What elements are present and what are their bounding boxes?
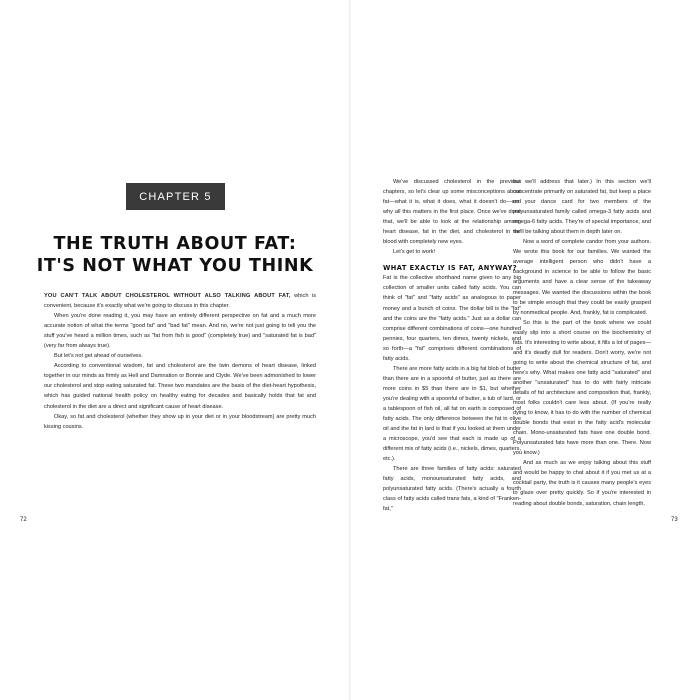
chapter-label: CHAPTER 5 bbox=[126, 183, 225, 210]
paragraph: Okay, so fat and cholesterol (whether they show up in your diet or in your bloodstream) are pretty much kissing cousins. bbox=[44, 413, 316, 430]
right-page-column-2 bbox=[513, 177, 651, 509]
lead-in: YOU CAN'T TALK ABOUT CHOLESTEROL WITHOUT ALSO TALKING ABOUT FAT, bbox=[44, 293, 291, 299]
left-page-body bbox=[44, 291, 316, 432]
paragraph: but we'll address that later.) In this section we'll concentrate primarily on saturated fat, but keep a place on your dance card for two members of the polyunsaturated family called omega-3 fatty acids and omega-6 fatty acids. They're of special importance, and we'll be talking about them in depth later on. bbox=[513, 179, 651, 236]
paragraph bbox=[44, 291, 316, 311]
paragraph: But let's not get ahead of ourselves. bbox=[54, 353, 143, 360]
paragraph: Fat is the collective shorthand name given to any big collection of smaller units called fatty acids. You can think of "fat" and "fatty acids" as analogous to paper money and a bunch of coins. The dollar bill is the "fat" and the coins are the "fatty acids." Just as a dollar can comprise different combinations of coins—one hundred pennies, four quarters, ten dimes, twenty nickels, and so forth—a "fat" comprises different combinations of fatty acids. bbox=[383, 275, 521, 362]
paragraph: And as much as we enjoy talking about this stuff and would be happy to chat about it if you met us at a cocktail party, the truth is it causes many people's eyes to glaze over pretty quickly. So if you're interested in reading about double bonds, saturation, chain length, bbox=[513, 460, 651, 507]
chapter-title bbox=[30, 233, 320, 277]
right-page-column-1 bbox=[383, 177, 521, 515]
paragraph-text: which is convenient, because it's exactly what we're going to discuss in this chapter. bbox=[44, 293, 317, 310]
chapter-title-line-1: THE TRUTH ABOUT FAT: bbox=[53, 234, 297, 254]
book-gutter bbox=[349, 0, 351, 700]
paragraph: When you're done reading it, you may have an entirely different perspective on fat and a much more accurate notion of what the terms "good fat" and "bad fat" mean. And no, we're not just going to tell you the stuff you've heard a million times, such as "fat from fish is good" (completely true) and "saturated fat is bad" (very far from always true). bbox=[44, 313, 316, 350]
chapter-title-line-2: IT'S NOT WHAT YOU THINK bbox=[36, 256, 314, 276]
page-number-left: 72 bbox=[20, 517, 27, 523]
paragraph: There are three families of fatty acids: saturated fatty acids, monounsaturated fatty acids, and polyunsaturated fatty acids. (There's actually a fourth class of fatty acids called trans fats, a kind of "Franken-fat," bbox=[383, 466, 521, 513]
section-subheading: WHAT EXACTLY IS FAT, ANYWAY? bbox=[383, 264, 518, 273]
paragraph: So this is the part of the book where we could easily slip into a short course on the biochemistry of fats. It's interesting to write about, it fills a lot of pages—and it's deadly dull for readers. Don't worry, we're not going to write about the chemical structure of fat, and here's why. What makes one fatty acid "saturated" and another "unsaturated" has to do with fairly intricate details of fat architecture and composition that, frankly, most folks couldn't care less about. (If you're really dying to know, it has to do with the number of chemical double bonds that exist in the fatty acid's molecular chain. Mono-unsaturated fats have one double bond. Polyunsaturated fats have more than one. There. Now you know.) bbox=[513, 319, 651, 457]
paragraph: According to conventional wisdom, fat and cholesterol are the twin demons of heart disease, linked together in our minds as firmly as Hell and Damnation or Bonnie and Clyde. We've been admonished to lower our cholesterol and stop eating saturated fat. These two mandates are the basis of the diet-heart hypothesis, which has guided national health policy on healthy eating for decades and basically holds that fat and cholesterol in the diet are a direct and significant cause of heart disease. bbox=[44, 363, 316, 410]
paragraph: We've discussed cholesterol in the previous chapters, so let's clear up some misconceptions about fat—what it is, what it does, what it doesn't do—and why all this matters in the first place. Once we've done that, we'll be able to look at the relationship among heart disease, fat in the diet, and cholesterol in the blood with completely new eyes. bbox=[383, 179, 521, 246]
paragraph: Now a word of complete candor from your authors. We wrote this book for our families. We wanted the average intelligent person who didn't have a background in science to be able to follow the basic arguments and have a clear sense of the takeaway messages. We wanted the discussions within the book to be simple enough that they could be easily grasped by nonmedical people. And, frankly, fat is complicated. bbox=[513, 239, 651, 316]
page-number-right: 73 bbox=[671, 517, 678, 523]
paragraph: There are more fatty acids in a big fat blob of butter than there are in a spoonful of butter, just as there are more coins in $5 than there are in $1, but whether you're dealing with a spoonful of butter, a tub of lard, or a tablespoon of fish oil, all fat on earth is composed of fatty acids. The only difference between the fat in olive oil and the fat in lard is that if you looked at them under a microscope, you'd see that each is made up of a different mix of fatty acids (i.e., nickels, dimes, quarters, etc.). bbox=[383, 365, 521, 463]
paragraph: Let's get to work! bbox=[393, 249, 436, 256]
